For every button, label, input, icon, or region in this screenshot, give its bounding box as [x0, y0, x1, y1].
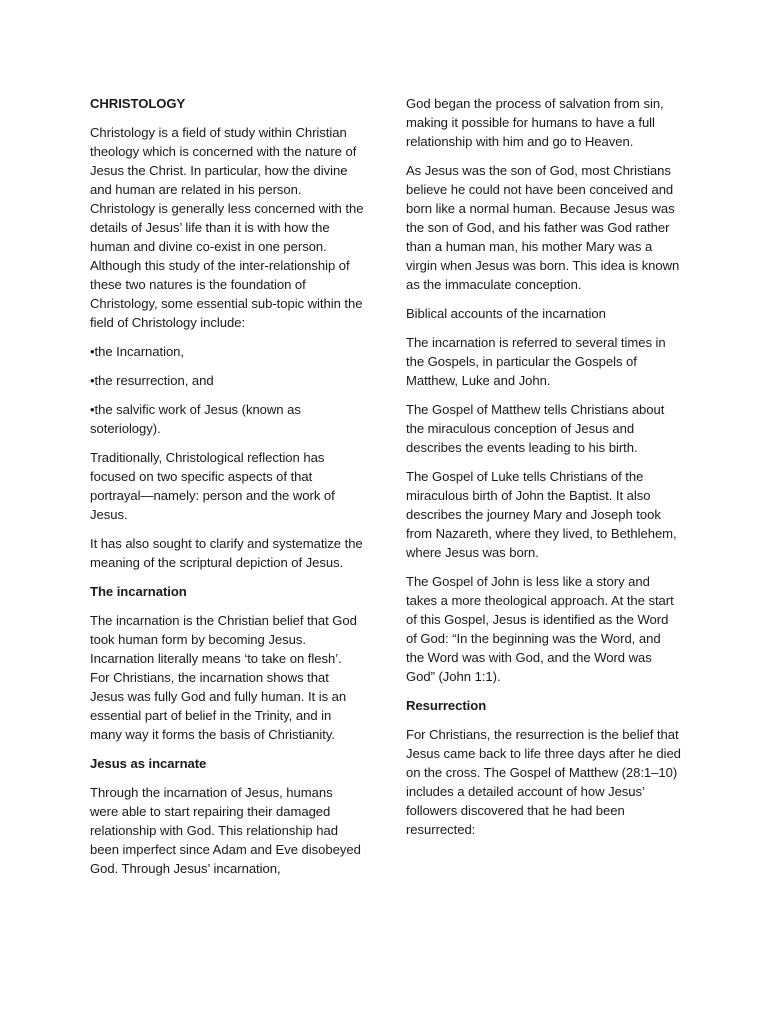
- traditionally-paragraph: Traditionally, Christological reflection has focused on two specific aspects of that portrayal—namely: person and the work of Jesus.: [90, 450, 335, 522]
- matthew-paragraph: The Gospel of Matthew tells Christians about the miraculous conception of Jesus and describes the events leading to his birth.: [406, 402, 665, 455]
- bullet-item: •the salvific work of Jesus (known as soteriology).: [90, 402, 301, 436]
- bullet-item: •the resurrection, and: [90, 373, 214, 388]
- title-heading: CHRISTOLOGY: [90, 96, 186, 111]
- left-column: [90, 94, 364, 888]
- right-column: [406, 94, 682, 849]
- salvation-paragraph: God began the process of salvation from sin, making it possible for humans to have a full relationship with him and go to Heaven.: [406, 96, 664, 149]
- systematize-paragraph: It has also sought to clarify and systematize the meaning of the scriptural depiction of Jesus.: [90, 536, 363, 570]
- gospels-paragraph: The incarnation is referred to several times in the Gospels, in particular the Gospels of Matthew, Luke and John.: [406, 335, 666, 388]
- son-of-god-paragraph: As Jesus was the son of God, most Christians believe he could not have been conceived and born like a normal human. Because Jesus was the son of God, and his father was God rather than a human man, his mother Mary was a virgin when Jesus was born. This idea is known as the immaculate conception.: [406, 163, 680, 292]
- incarnate-heading: Jesus as incarnate: [90, 756, 207, 771]
- incarnate-paragraph: Through the incarnation of Jesus, humans were able to start repairing their damaged relationship with God. This relationship had been imperfect since Adam and Eve disobeyed God. Through Jesus’ incarnation,: [90, 785, 361, 876]
- resurrection-paragraph: For Christians, the resurrection is the belief that Jesus came back to life three days after he died on the cross. The Gospel of Matthew (28:1–10) includes a detailed account of how Jesus’ followers discovered that he had been resurrected:: [406, 727, 681, 837]
- biblical-accounts-paragraph: Biblical accounts of the incarnation: [406, 306, 606, 321]
- john-paragraph: The Gospel of John is less like a story and takes a more theological approach. At the start of this Gospel, Jesus is identified as the Word of God: “In the beginning was the Word, and the Word was with God, and the Word was God” (John 1:1).: [406, 574, 674, 684]
- resurrection-heading: Resurrection: [406, 698, 487, 713]
- incarnation-heading: The incarnation: [90, 584, 187, 599]
- intro-paragraph: Christology is a field of study within Christian theology which is concerned with the nature of Jesus the Christ. In particular, how the divine and human are related in his person. Christology is generally less concerned with the details of Jesus’ life than it is with how the human and divine co-exist in one person. Although this study of the inter-relationship of these two natures is the foundation of Christology, some essential sub-topic within the field of Christology include:: [90, 125, 364, 330]
- luke-paragraph: The Gospel of Luke tells Christians of the miraculous birth of John the Baptist. It also describes the journey Mary and Joseph took from Nazareth, where they lived, to Bethlehem, where Jesus was born.: [406, 469, 677, 560]
- incarnation-paragraph: The incarnation is the Christian belief that God took human form by becoming Jesus. Incarnation literally means ‘to take on flesh’. For Christians, the incarnation shows that Jesus was fully God and fully human. It is an essential part of belief in the Trinity, and in many way it forms the basis of Christianity.: [90, 613, 357, 742]
- bullet-item: •the Incarnation,: [90, 344, 184, 359]
